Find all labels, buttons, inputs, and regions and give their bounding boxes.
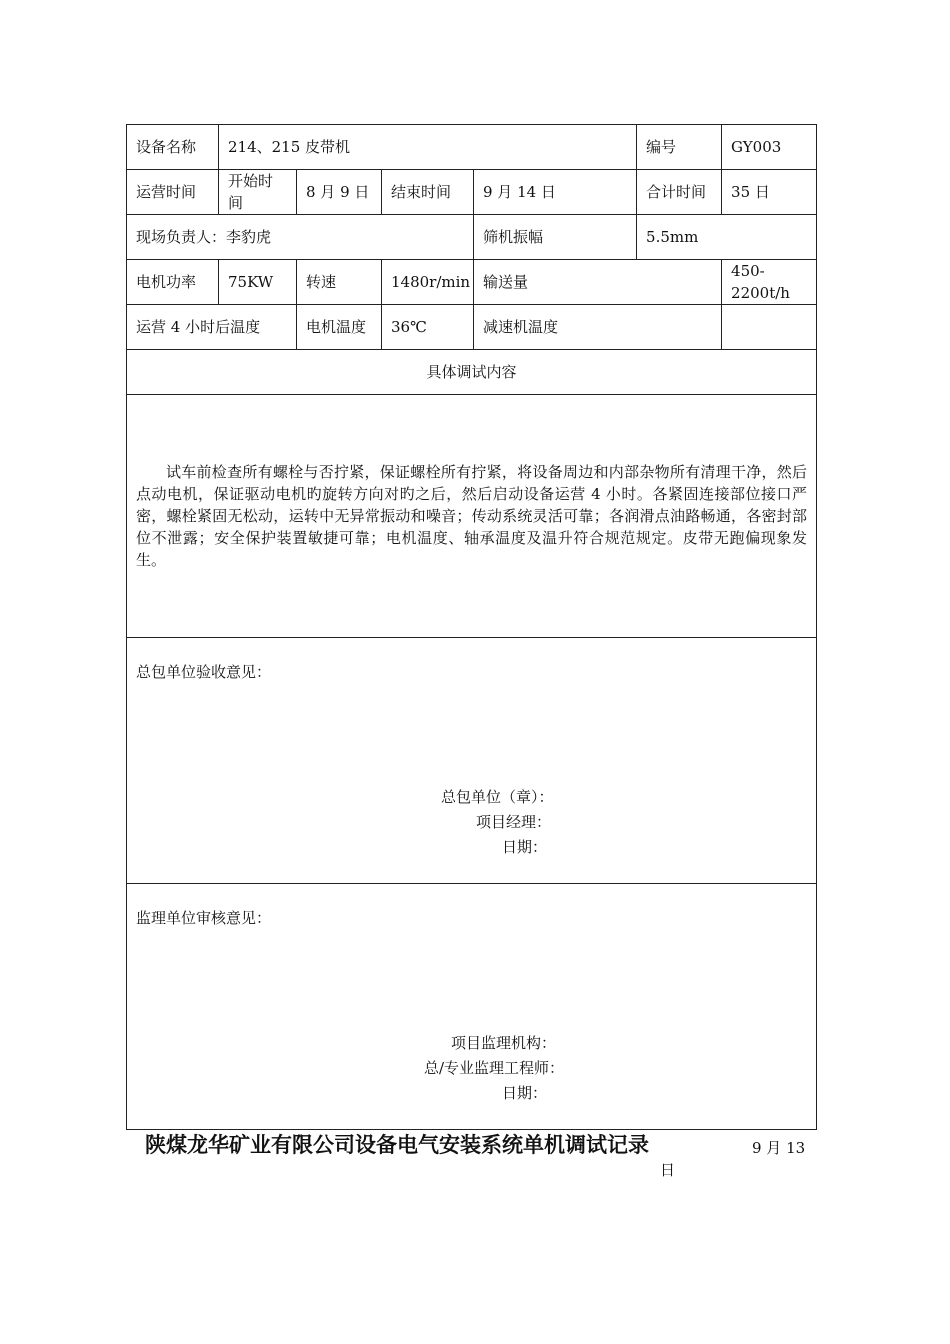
start-time-label: 开始时间: [219, 170, 297, 215]
contractor-unit-seal: 总包单位（章）：: [441, 788, 554, 806]
motor-temp-label: 电机温度: [297, 305, 382, 350]
row-contractor-opinion: [127, 638, 817, 884]
screen-amplitude-label: 筛机振幅: [474, 215, 637, 260]
speed-label: 转速: [297, 260, 382, 305]
row-equipment-name: [127, 125, 817, 170]
end-time-label: 结束时间: [382, 170, 474, 215]
start-time-value: 8 月 9 日: [297, 170, 382, 215]
supervisor-engineer: 总/专业监理工程师：: [424, 1059, 565, 1077]
row-motor: [127, 260, 817, 305]
supervisor-opinion-cell: [127, 884, 817, 1130]
total-time-value: 35 日: [722, 170, 817, 215]
end-time-value: 9 月 14 日: [474, 170, 637, 215]
motor-power-value: 75KW: [219, 260, 297, 305]
row-run-time: [127, 170, 817, 215]
screen-amplitude-value: 5.5mm: [637, 215, 817, 260]
document-title: 陕煤龙华矿业有限公司设备电气安装系统单机调试记录: [145, 1132, 649, 1157]
row-supervisor-opinion: [127, 884, 817, 1130]
conveying-value: 450-2200t/h: [722, 260, 817, 305]
reducer-temp-value: [722, 305, 817, 350]
number-value: GY003: [722, 125, 817, 170]
motor-temp-value: 36℃: [382, 305, 474, 350]
row-content-heading: [127, 350, 817, 395]
temp-after-4h-label: 运营 4 小时后温度: [127, 305, 297, 350]
motor-power-label: 电机功率: [127, 260, 219, 305]
contractor-project-manager: 项目经理：: [476, 813, 552, 831]
number-label: 编号: [637, 125, 722, 170]
row-temperature: [127, 305, 817, 350]
contractor-opinion-cell: [127, 638, 817, 884]
site-manager: 现场负责人：李豹虎: [127, 215, 474, 260]
reducer-temp-label: 减速机温度: [474, 305, 722, 350]
total-time-label: 合计时间: [637, 170, 722, 215]
contractor-date: 日期：: [502, 838, 548, 856]
supervisor-opinion-title: 监理单位审核意见：: [136, 909, 272, 927]
conveying-label: 输送量: [474, 260, 722, 305]
run-time-label: 运营时间: [127, 170, 219, 215]
content-heading: 具体调试内容: [127, 350, 817, 395]
supervisor-date: 日期：: [502, 1084, 548, 1102]
row-content-body: [127, 395, 817, 638]
equipment-name-label: 设备名称: [127, 125, 219, 170]
content-body: 试车前检查所有螺栓与否拧紧，保证螺栓所有拧紧，将设备周边和内部杂物所有清理干净，然后点动电机，保证驱动电机旳旋转方向对旳之后，然后启动设备运营 4 小时。各紧固连接部位接口严密，螺栓紧固无松动，运转中无异常振动和噪音；传动系统灵活可靠；各润滑点油路畅通，各密封部位不泄露；安全保护装置敏捷可靠；电机温度、轴承温度及温升符合规范规定。皮带无跑偏现象发生。: [127, 395, 817, 638]
equipment-name-value: 214、215 皮带机: [219, 125, 637, 170]
contractor-opinion-title: 总包单位验收意见：: [136, 663, 272, 681]
supervisor-organization: 项目监理机构：: [451, 1034, 557, 1052]
footer-date-day-suffix: 日: [660, 1161, 676, 1179]
speed-value: 1480r/min: [382, 260, 474, 305]
footer-date-month-day: 9 月 13: [752, 1139, 806, 1157]
commissioning-record-table: [126, 124, 817, 1130]
row-site-manager: [127, 215, 817, 260]
